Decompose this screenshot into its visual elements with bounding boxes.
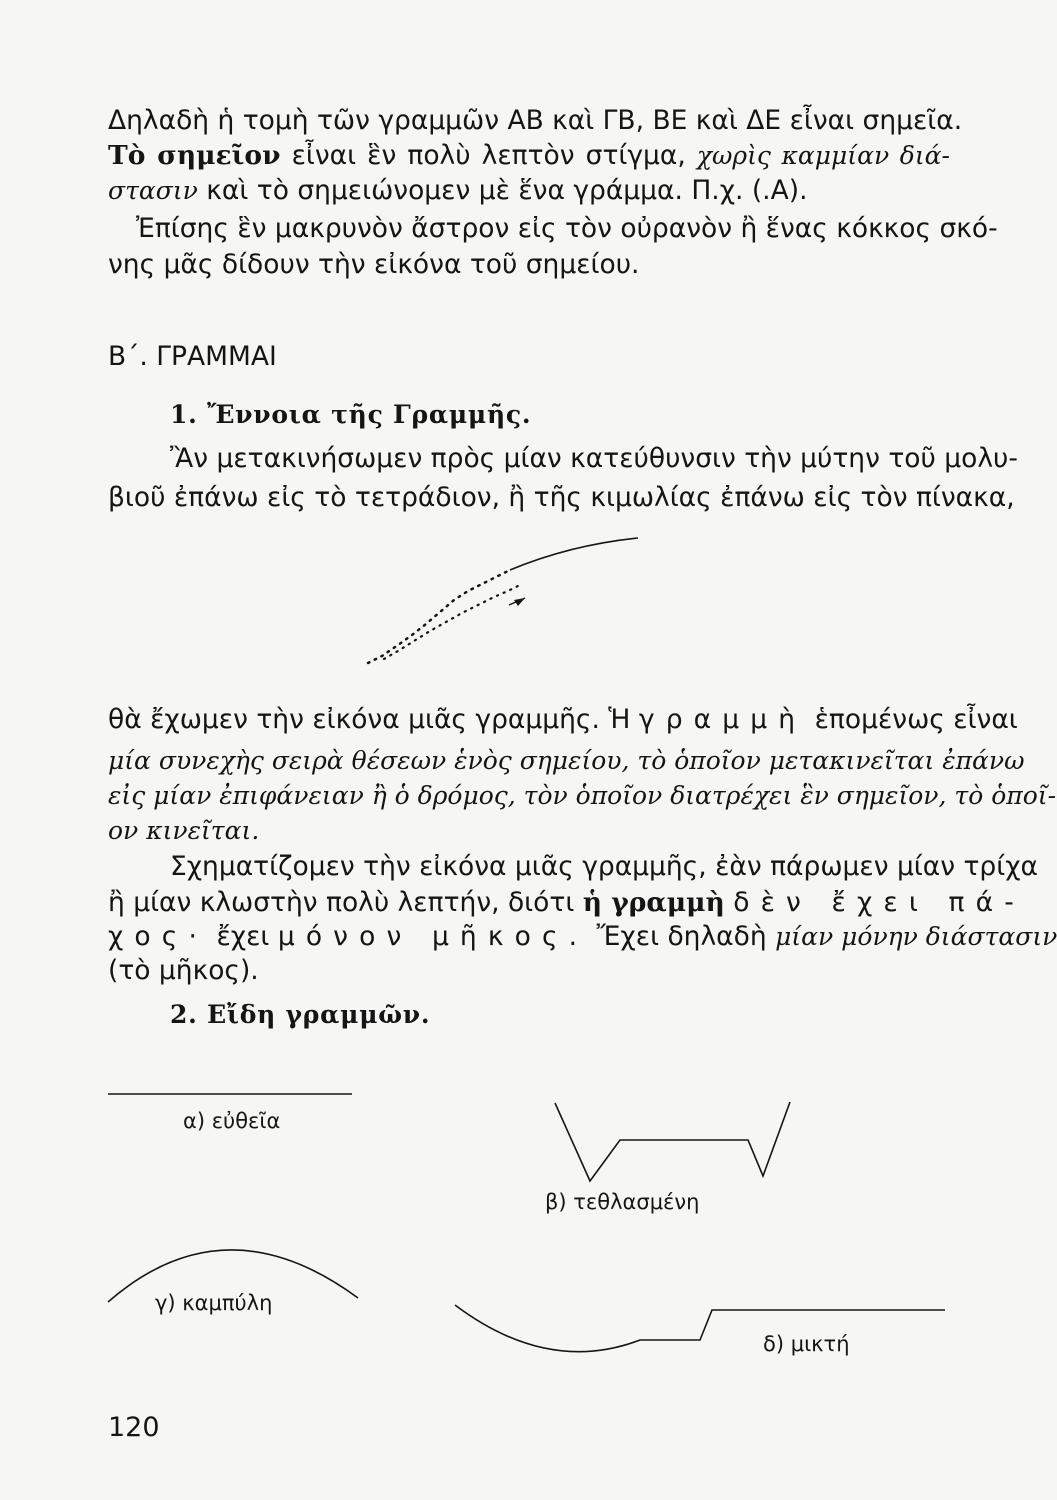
- label-broken: β) τεθλασμένη: [545, 1190, 700, 1214]
- label-curved: γ) καμπύλη: [155, 1291, 273, 1315]
- paragraph-line: (τὸ μῆκος).: [108, 955, 259, 986]
- moving-point-figure: [368, 538, 638, 663]
- label-straight: α) εὐθεῖα: [183, 1109, 281, 1133]
- section-title: Β΄. ΓΡΑΜΜΑΙ: [108, 341, 277, 372]
- definition-line: εἰς μίαν ἐπιφάνειαν ἢ ὁ δρόμος, τὸν ὁποῖον διατρέχει ἓν σημεῖον, τὸ ὁποῖ-: [108, 781, 1057, 810]
- paragraph-line: Ἂν μετακινήσωμεν πρὸς μίαν κατεύθυνσιν τὴν μύτην τοῦ μολυ-: [170, 443, 1018, 474]
- dotted-trace: [368, 570, 510, 663]
- term-line: γραμμὴ: [638, 704, 807, 735]
- page-number: 120: [108, 1412, 160, 1443]
- term-point: Τὸ σημεῖον: [108, 140, 281, 171]
- paragraph-line: νης μᾶς δίδουν τὴν εἰκόνα τοῦ σημείου.: [108, 249, 640, 280]
- subsection-heading-1: 1. Ἔννοια τῆς Γραμμῆς.: [170, 400, 532, 429]
- paragraph-line: Σχηματίζομεν τὴν εἰκόνα μιᾶς γραμμῆς, ἐὰν πάρωμεν μίαν τρίχα: [170, 851, 1038, 882]
- broken-line: [555, 1102, 790, 1181]
- definition-line: μία συνεχὴς σειρὰ θέσεων ἑνὸς σημείου, τὸ ὁποῖον μετακινεῖται ἐπάνω: [108, 746, 1025, 775]
- label-mixed: δ) μικτή: [763, 1332, 850, 1356]
- paragraph-line: στασιν καὶ τὸ σημειώνομεν μὲ ἕνα γράμμα. Π.χ. (.Α).: [108, 175, 808, 206]
- paragraph-line: χος· ἔχει μόνον μῆκος. Ἔχει δηλαδὴ μίαν μόνην διάστασιν: [108, 921, 1057, 952]
- curved-trace: [510, 538, 638, 570]
- paragraph-line: Δηλαδὴ ἡ τομὴ τῶν γραμμῶν ΑΒ καὶ ΓΒ, ΒΕ καὶ ΔΕ εἶναι σημεῖα.: [108, 105, 963, 136]
- arrow-head: [514, 598, 525, 606]
- subsection-heading-2: 2. Εἴδη γραμμῶν.: [170, 1000, 431, 1029]
- paragraph-line: Τὸ σημεῖον εἶναι ἓν πολὺ λεπτὸν στίγμα, χωρὶς καμμίαν διά-: [108, 140, 950, 171]
- paragraph-line: Ἐπίσης ἓν μακρυνὸν ἄστρον εἰς τὸν οὐρανὸν ἢ ἕνας κόκκος σκό-: [136, 213, 998, 244]
- term-line-bold: ἡ γραμμὴ: [582, 887, 725, 918]
- definition-line: ον κινεῖται.: [108, 816, 260, 845]
- paragraph-line: βιοῦ ἐπάνω εἰς τὸ τετράδιον, ἢ τῆς κιμωλίας ἐπάνω εἰς τὸν πίνακα,: [108, 482, 1015, 513]
- paragraph-line: θὰ ἔχωμεν τὴν εἰκόνα μιᾶς γραμμῆς. Ἡ γραμμὴ ἑπομένως εἶναι: [108, 704, 1018, 735]
- paragraph-line: ἢ μίαν κλωστὴν πολὺ λεπτήν, διότι ἡ γραμμὴ δὲν ἔχει πά-: [108, 887, 1025, 918]
- dotted-trace-2: [384, 584, 522, 659]
- mixed-line: [455, 1305, 945, 1352]
